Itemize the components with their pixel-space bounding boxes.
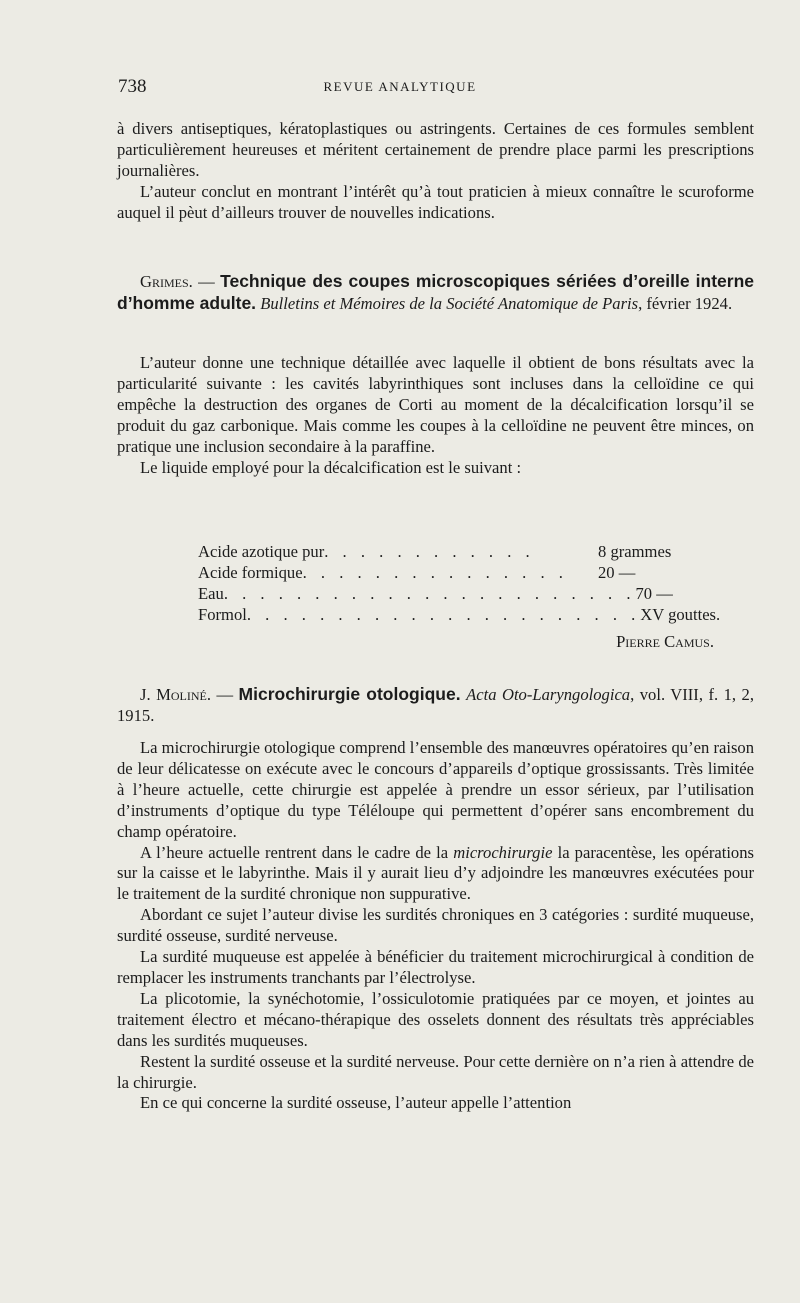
paragraph: L’auteur donne une technique détaillée avec laquelle il obtient de bons résultats avec la particularité suivante : les cavités labyrinthiques sont incluses dans la celloïdine ce qui empêche la destruction des organes de Corti au moment de la décalcification lorsqu’il se produit du gaz carbonique. Mais comme les coupes à la celloïdine ne peuvent être minces, on pratique une inclusion secondaire à la paraffine. bbox=[117, 353, 754, 456]
citation-details: , vol. VIII, f. 1, 2, 1915. bbox=[117, 685, 754, 725]
paragraph: La plicotomie, la synéchotomie, l’ossiculotomie pratiquées par ce moyen, et jointes au traitement électro et mécano-thérapique des osselets donnent des résultats très appréciables dans les surdités muqueuses. bbox=[117, 988, 754, 1050]
recipe-row: Acide formique . . . . . . . . . . . . . . . 20 — bbox=[198, 563, 636, 582]
paragraph: à divers antiseptiques, kératoplastiques ou astringents. Certaines de ces formules semblent particulièrement heureuses et méritent certainement de prendre place parmi les prescriptions journalières. bbox=[117, 119, 754, 180]
review-moline-body bbox=[117, 738, 754, 1114]
recipe-row: Formol . . . . . . . . . . . . . . . . . . . . . . XV gouttes. bbox=[198, 605, 721, 624]
signature: Pierre Camus. bbox=[616, 632, 714, 651]
author-name: J. Moliné. bbox=[140, 685, 211, 704]
running-head bbox=[0, 76, 800, 100]
author-name: Grimes. bbox=[140, 272, 193, 291]
recipe-row: Acide azotique pur . . . . . . . . . . . . 8 grammes bbox=[198, 542, 672, 561]
journal-source: Bulletins et Mémoires de la Société Anatomique de Paris bbox=[260, 293, 639, 313]
paragraph: En ce qui concerne la surdité osseuse, l’auteur appelle l’attention bbox=[140, 1093, 572, 1113]
page-number: 738 bbox=[118, 76, 147, 97]
citation: Grimes. — Technique des coupes microscopiques sériées d’oreille interne d’homme adulte. Bulletins et Mémoires de la Société Anatomique de Paris, février 1924. bbox=[117, 271, 754, 313]
review-grimes-body bbox=[117, 353, 754, 478]
signature-block bbox=[117, 632, 754, 653]
recipe-row: Eau . . . . . . . . . . . . . . . . . . . . . . . 70 — bbox=[198, 584, 673, 603]
recipe-table bbox=[198, 542, 721, 626]
paragraph: A l’heure actuelle rentrent dans le cadre de la microchirurgie la paracentèse, les opérations sur la caisse et le labyrinthe. Mais il y aurait lieu d’y adjoindre les manœuvres exécutées pour le traitement de la surdité chronique non suppurative. bbox=[117, 842, 754, 904]
paragraph: Abordant ce sujet l’auteur divise les surdités chroniques en 3 catégories : surdité muqueuse, surdité osseuse, surdité nerveuse. bbox=[117, 905, 754, 946]
citation-date: , février 1924. bbox=[638, 293, 733, 313]
review-grimes bbox=[117, 271, 754, 315]
paragraph: L’auteur conclut en montrant l’intérêt qu’à tout praticien à mieux connaître le scuroforme auquel il pèut d’ailleurs trouver de nouvelles indications. bbox=[117, 181, 754, 222]
journal-title: REVUE ANALYTIQUE bbox=[323, 79, 477, 94]
review-moline bbox=[117, 684, 754, 727]
paragraph: Restent la surdité osseuse et la surdité nerveuse. Pour cette dernière on n’a rien à attendre de la chirurgie. bbox=[117, 1051, 754, 1092]
journal-source: Acta Oto-Laryngologica bbox=[466, 685, 631, 704]
continuation-text bbox=[117, 119, 754, 224]
article-title: Technique des coupes microscopiques sériées d’oreille interne d’homme adulte. bbox=[117, 271, 754, 313]
citation: J. Moliné. — Microchirurgie otologique. Acta Oto-Laryngologica, vol. VIII, f. 1, 2, 1915. bbox=[117, 684, 754, 725]
paragraph: La surdité muqueuse est appelée à bénéficier du traitement microchirurgical à condition de remplacer les instruments tranchants par l’électrolyse. bbox=[117, 947, 754, 987]
paragraph: Le liquide employé pour la décalcification est le suivant : bbox=[140, 457, 522, 477]
article-title: Microchirurgie otologique. bbox=[238, 684, 461, 704]
paragraph: La microchirurgie otologique comprend l’ensemble des manœuvres opératoires qu’en raison de leur délicatesse on exécute avec le concours d’appareils d’optique grossissants. Très limitée à l’heure actuelle, cette chirurgie est appelée à prendre un essor sérieux, par l’utilisation d’instruments d’optique du type Téléloupe qui permettent d’opérer sans encombrement du champ opératoire. bbox=[117, 738, 754, 841]
